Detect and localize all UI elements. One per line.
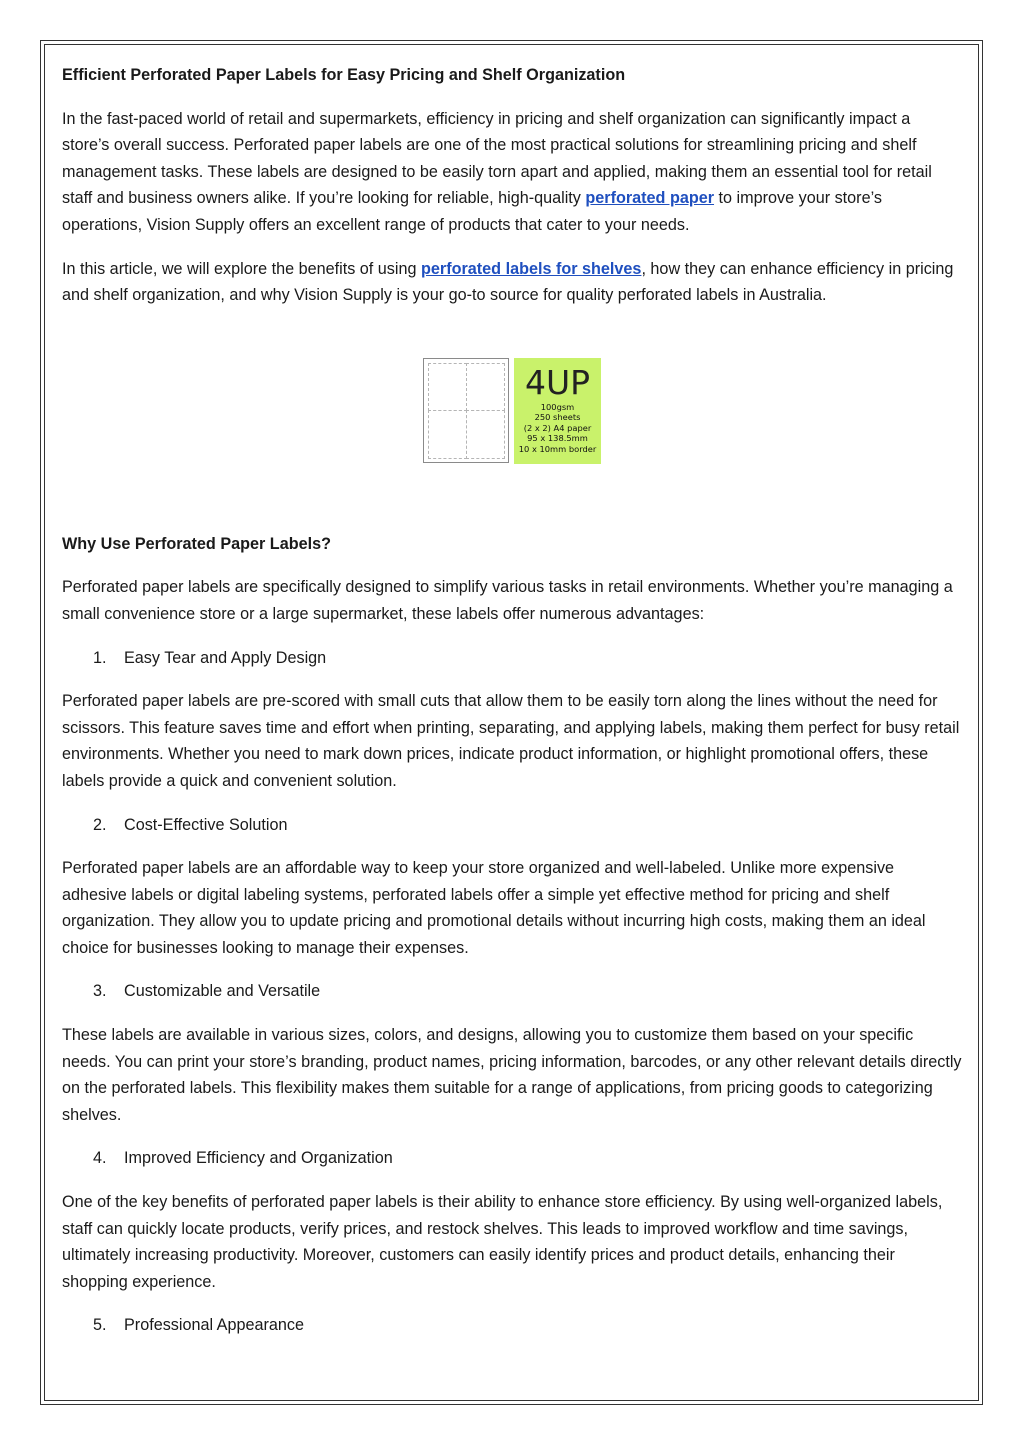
list-item-title: Customizable and Versatile — [124, 982, 321, 1001]
list-item-title: Professional Appearance — [124, 1316, 304, 1335]
list-number: 5. — [93, 1316, 107, 1335]
intro-text: to improve your store’s operations, Vision Supply offers an excellent range of products that cater to your needs. — [62, 189, 882, 234]
product-spec-card — [514, 358, 601, 464]
intro-text: In the fast-paced world of retail and supermarkets, efficiency in pricing and shelf organization can significantly impact a store’s overall success. Perforated paper labels are one of the most practical solutions for streamlining pricing and shelf management tasks. These labels are designed to be easily torn apart and applied, making them an essential tool for retail staff and business owners alike. If you’re looking for reliable, high-quality — [62, 109, 932, 208]
spec-line: 100gsm — [540, 401, 575, 412]
list-item — [93, 1145, 962, 1172]
label-cell — [428, 410, 467, 459]
list-item — [93, 645, 962, 672]
product-figure — [62, 326, 962, 531]
list-number: 2. — [93, 815, 107, 834]
intro-text: In this article, we will explore the benefits of using — [62, 259, 422, 278]
list-item — [93, 978, 962, 1005]
spec-line: 10 x 10mm border — [518, 443, 597, 454]
intro-text: , how they can enhance efficiency in pricing and shelf organization, and why Vision Supply is your go-to source for quality perforated labels in Australia. — [62, 259, 954, 305]
list-item-title: Easy Tear and Apply Design — [124, 648, 327, 667]
spec-line: 250 sheets — [534, 412, 581, 423]
spec-line: 95 x 138.5mm — [527, 433, 588, 444]
label-sheet-image — [423, 358, 509, 463]
list-item — [93, 1312, 962, 1339]
list-number: 3. — [93, 982, 107, 1001]
document-content — [62, 62, 962, 1356]
intro-paragraph-1 — [62, 106, 962, 239]
spec-line: (2 x 2) A4 paper — [523, 422, 592, 433]
label-cell — [466, 363, 505, 411]
perforated-paper-link[interactable]: perforated paper — [585, 189, 715, 208]
list-item-body: One of the key benefits of perforated paper labels is their ability to enhance store efficiency. By using well-organized labels, staff can quickly locate products, verify prices, and restock shelves. This leads to improved workflow and time savings, ultimately increasing productivity. Moreover, customers can easily identify prices and product details, enhancing their shopping experience. — [62, 1193, 943, 1291]
list-item-title: Cost-Effective Solution — [124, 815, 288, 834]
perforated-labels-link[interactable]: perforated labels for shelves — [421, 259, 642, 278]
list-number: 1. — [93, 648, 107, 667]
section-heading: Why Use Perforated Paper Labels? — [62, 534, 331, 553]
section-intro: Perforated paper labels are specifically designed to simplify various tasks in retail environments. Whether you’re managing a small convenience store or a large supermarket, these labels offer numerous advantages: — [62, 578, 953, 623]
list-item-body: These labels are available in various sizes, colors, and designs, allowing you to customize them based on your specific needs. You can print your store’s branding, product names, pricing information, barcodes, or any other relevant details directly on the perforated labels. This flexibility makes them suitable for a range of applications, from pricing goods to categorizing shelves. — [62, 1026, 962, 1124]
document-title: Efficient Perforated Paper Labels for Easy Pricing and Shelf Organization — [62, 66, 626, 84]
label-cell — [428, 363, 467, 411]
list-number: 4. — [93, 1149, 107, 1168]
list-item — [93, 812, 962, 839]
list-item-body: Perforated paper labels are an affordable way to keep your store organized and well-labeled. Unlike more expensive adhesive labels or digital labeling systems, perforated labels offer a simple yet effective method for pricing and shelf organization. They allow you to update pricing and promotional details without incurring high costs, making them an ideal choice for businesses looking to manage their expenses. — [62, 859, 926, 957]
list-item-title: Improved Efficiency and Organization — [124, 1149, 393, 1168]
label-cell — [466, 410, 505, 459]
list-item-body: Perforated paper labels are pre-scored with small cuts that allow them to be easily torn along the lines without the need for scissors. This feature saves time and effort when printing, separating, and applying labels, making them perfect for busy retail environments. Whether you need to mark down prices, indicate product information, or highlight promotional offers, these labels provide a quick and convenient solution. — [62, 692, 960, 790]
intro-paragraph-2 — [62, 256, 962, 309]
spec-headline: 4UP — [524, 362, 591, 402]
